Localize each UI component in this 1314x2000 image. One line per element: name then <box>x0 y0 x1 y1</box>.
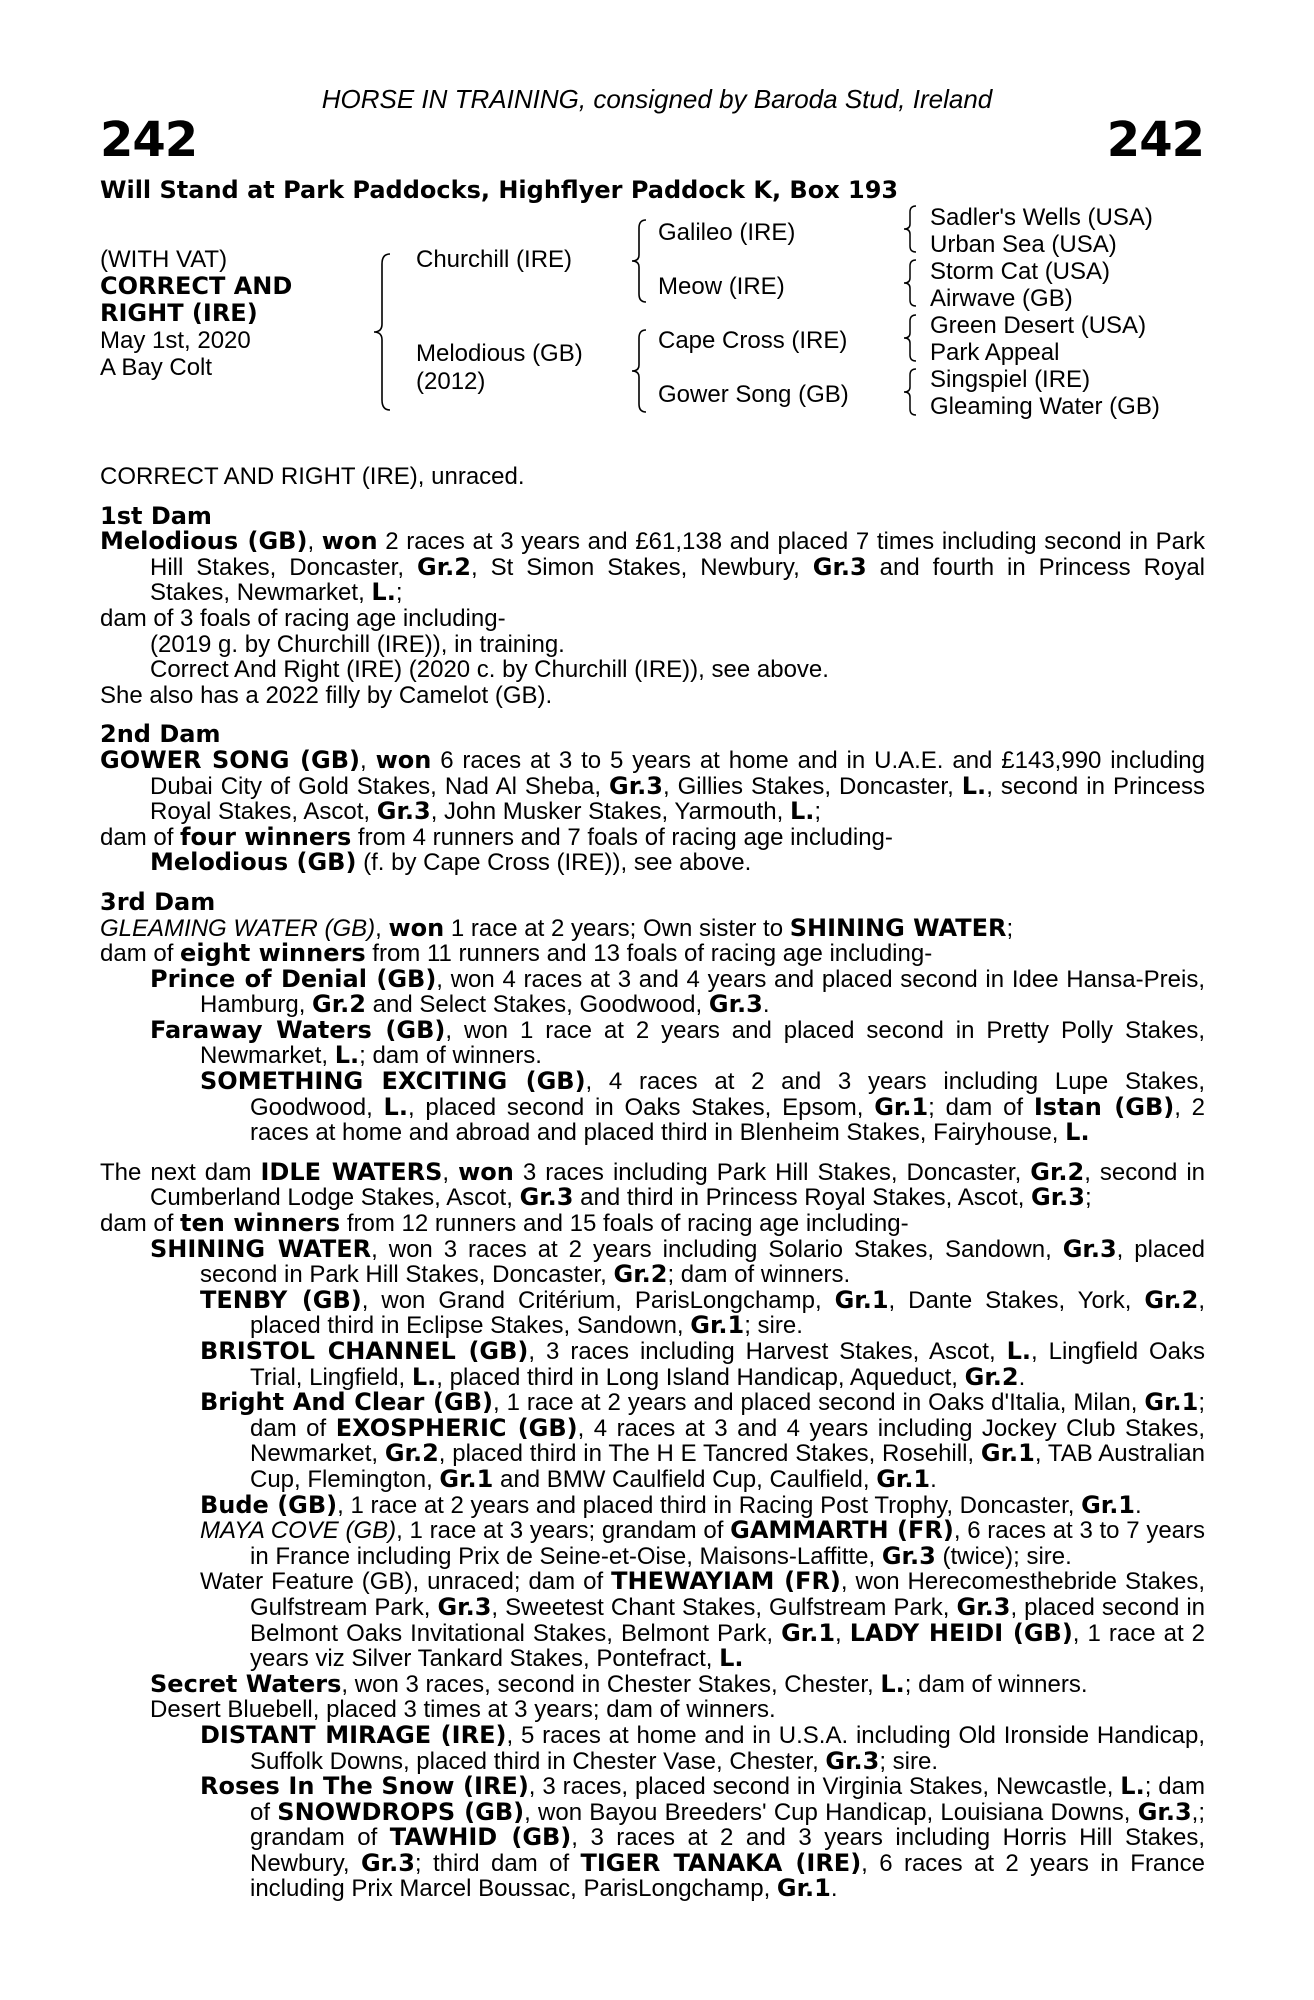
pedigree-brace-ds <box>902 313 920 363</box>
pedigree-brace-dam <box>630 328 650 414</box>
next-dam-progeny-1c: Bright And Clear (GB), 1 race at 2 years and placed second in Oaks d'Italia, Milan, Gr.1; dam of EXOSPHERIC (GB), 4 races at 3 and 4 years including Jockey Club Stakes, Newmarket, Gr.2, placed third in The H E Tancred Stakes, Rosehill, Gr.1, TAB Australian Cup, Flemington, Gr.1 and BMW Caulfield Cup, Caulfield, Gr.1. <box>200 1388 1206 1493</box>
next-dam-progeny-1d: Bude (GB), 1 race at 2 years and placed third in Racing Post Trophy, Doncaster, Gr.1. <box>200 1490 1142 1519</box>
pedigree-brace-ss <box>902 204 920 254</box>
third-dam-progeny-2: Faraway Waters (GB), won 1 race at 2 years and placed second in Pretty Polly Stakes, Newmarket, L.; dam of winners. <box>150 1015 1206 1070</box>
dam-of-sire: Meow (IRE) <box>658 273 785 300</box>
lot-number-left: 242 <box>100 112 198 168</box>
horse-name-line2: RIGHT (IRE) <box>100 299 258 327</box>
dam-year: (2012) <box>416 368 486 395</box>
second-dam-progeny-1: Melodious (GB) (f. by Cape Cross (IRE)), see above. <box>150 848 752 877</box>
stand-location: Will Stand at Park Paddocks, Highflyer Paddock K, Box 193 <box>100 176 899 204</box>
next-dam-entry: The next dam IDLE WATERS, won 3 races including Park Hill Stakes, Doncaster, Gr.2, second in Cumberland Lodge Stakes, Ascot, Gr.3 and third in Princess Royal Stakes, Ascot, Gr.3; <box>100 1157 1205 1212</box>
first-dam-heading: 1st Dam <box>100 501 212 530</box>
third-dam-foals: dam of eight winners from 11 runners and 13 foals of racing age including- <box>100 939 933 968</box>
summary-line: CORRECT AND RIGHT (IRE), unraced. <box>100 463 525 490</box>
third-dam-entry: GLEAMING WATER (GB), won 1 race at 2 years; Own sister to SHINING WATER; <box>100 913 1014 942</box>
next-dam-progeny-3a: DISTANT MIRAGE (IRE), 5 races at home and in U.S.A. including Old Ironside Handicap, Suffolk Downs, placed third in Chester Vase, Chester, Gr.3; sire. <box>200 1720 1205 1775</box>
gen3-3: Storm Cat (USA) <box>930 258 1111 285</box>
first-dam-entry: Melodious (GB), won 2 races at 3 years and £61,138 and placed 7 times including second in Park Hill Stakes, Doncaster, Gr.2, St Simon Stakes, Newbury, Gr.3 and fourth in Princess Royal Stakes, Newmarket, L.; <box>100 527 1206 607</box>
next-dam-progeny-2: Secret Waters, won 3 races, second in Chester Stakes, Chester, L.; dam of winners. <box>150 1669 1088 1698</box>
dam: Melodious (GB) <box>416 340 583 367</box>
first-dam-note: She also has a 2022 filly by Camelot (GB). <box>100 681 553 709</box>
horse-name-line1: CORRECT AND <box>100 272 293 300</box>
next-dam-progeny-1e: MAYA COVE (GB), 1 race at 3 years; grandam of GAMMARTH (FR), 6 races at 3 to 7 years in France including Prix de Seine-et-Oise, Maisons-Laffitte, Gr.3 (twice); sire. <box>200 1516 1206 1570</box>
gen3-5: Green Desert (USA) <box>930 312 1147 339</box>
sire: Churchill (IRE) <box>416 246 573 273</box>
gen3-1: Sadler's Wells (USA) <box>930 204 1153 231</box>
gen3-2: Urban Sea (USA) <box>930 231 1117 258</box>
horse-description: A Bay Colt <box>100 354 213 381</box>
pedigree-brace-sire <box>630 218 650 304</box>
sire-of-dam: Cape Cross (IRE) <box>658 327 848 354</box>
lot-number-right: 242 <box>1106 112 1204 168</box>
foal-2020: Correct And Right (IRE) (2020 c. by Churchill (IRE)), see above. <box>150 656 829 684</box>
second-dam-heading: 2nd Dam <box>100 720 221 749</box>
third-dam-heading: 3rd Dam <box>100 887 216 916</box>
catalogue-body <box>100 464 1205 1902</box>
second-dam-foals: dam of four winners from 4 runners and 7 foals of racing age including- <box>100 822 893 851</box>
foaling-date: May 1st, 2020 <box>100 327 251 354</box>
sire-of-sire: Galileo (IRE) <box>658 219 796 246</box>
gen3-8: Gleaming Water (GB) <box>930 393 1160 420</box>
second-dam-entry: GOWER SONG (GB), won 6 races at 3 to 5 years at home and in U.A.E. and £143,990 including Dubai City of Gold Stakes, Nad Al Sheba, Gr.3, Gillies Stakes, Doncaster, L., second in Princess Royal Stakes, Ascot, Gr.3, John Musker Stakes, Yarmouth, L.; <box>100 745 1206 826</box>
next-dam-foals: dam of ten winners from 12 runners and 15 foals of racing age including- <box>100 1209 909 1238</box>
pedigree-brace-dd <box>902 367 920 417</box>
next-dam-progeny-3: Desert Bluebell, placed 3 times at 3 years; dam of winners. <box>150 1696 776 1724</box>
third-dam-progeny-1: Prince of Denial (GB), won 4 races at 3 and 4 years and placed second in Idee Hansa-Preis, Hamburg, Gr.2 and Select Stakes, Goodwood, Gr.3. <box>150 964 1205 1019</box>
pedigree-brace-sd <box>902 258 920 308</box>
next-dam-progeny-1f: Water Feature (GB), unraced; dam of THEWAYIAM (FR), won Herecomesthebride Stakes, Gulfstream Park, Gr.3, Sweetest Chant Stakes, Gulfstream Park, Gr.3, placed second in Belmont Oaks Invitational Stakes, Belmont Park, Gr.1, LADY HEIDI (GB), 1 race at 2 years viz Silver Tankard Stakes, Pontefract, L. <box>200 1567 1206 1673</box>
dam-of-dam: Gower Song (GB) <box>658 381 849 408</box>
gen3-6: Park Appeal <box>930 339 1060 366</box>
first-dam-foals: dam of 3 foals of racing age including- <box>100 604 506 632</box>
gen3-7: Singspiel (IRE) <box>930 366 1091 393</box>
gen3-4: Airwave (GB) <box>930 285 1073 312</box>
pedigree-brace-main <box>372 252 396 412</box>
third-dam-progeny-2a: SOMETHING EXCITING (GB), 4 races at 2 and 3 years including Lupe Stakes, Goodwood, L., placed second in Oaks Stakes, Epsom, Gr.1; dam of Istan (GB), 2 races at home and abroad and placed third in Blenheim Stakes, Fairyhouse, L. <box>200 1067 1206 1147</box>
next-dam-progeny-1b: BRISTOL CHANNEL (GB), 3 races including Harvest Stakes, Ascot, L., Lingfield Oaks Trial, Lingfield, L., placed third in Long Island Handicap, Aqueduct, Gr.2. <box>200 1337 1206 1391</box>
vat-note: (WITH VAT) <box>100 246 228 273</box>
next-dam-progeny-3b: Roses In The Snow (IRE), 3 races, placed second in Virginia Stakes, Newcastle, L.; dam of SNOWDROPS (GB), won Bayou Breeders' Cup Handicap, Louisiana Downs, Gr.3,; grandam of TAWHID (GB), 3 races at 2 and 3 years including Horris Hill Stakes, Newbury, Gr.3; third dam of TIGER TANAKA (IRE), 6 races at 2 years in France including Prix Marcel Boussac, ParisLongchamp, Gr.1. <box>200 1772 1206 1903</box>
consignor-header: HORSE IN TRAINING, consigned by Baroda Stud, Ireland <box>321 84 993 114</box>
foal-2019: (2019 g. by Churchill (IRE)), in training. <box>150 630 565 658</box>
next-dam-progeny-1a: TENBY (GB), won Grand Critérium, ParisLongchamp, Gr.1, Dante Stakes, York, Gr.2, placed third in Eclipse Stakes, Sandown, Gr.1; sire. <box>200 1285 1205 1340</box>
next-dam-progeny-1: SHINING WATER, won 3 races at 2 years including Solario Stakes, Sandown, Gr.3, placed second in Park Hill Stakes, Doncaster, Gr.2; dam of winners. <box>150 1234 1206 1289</box>
